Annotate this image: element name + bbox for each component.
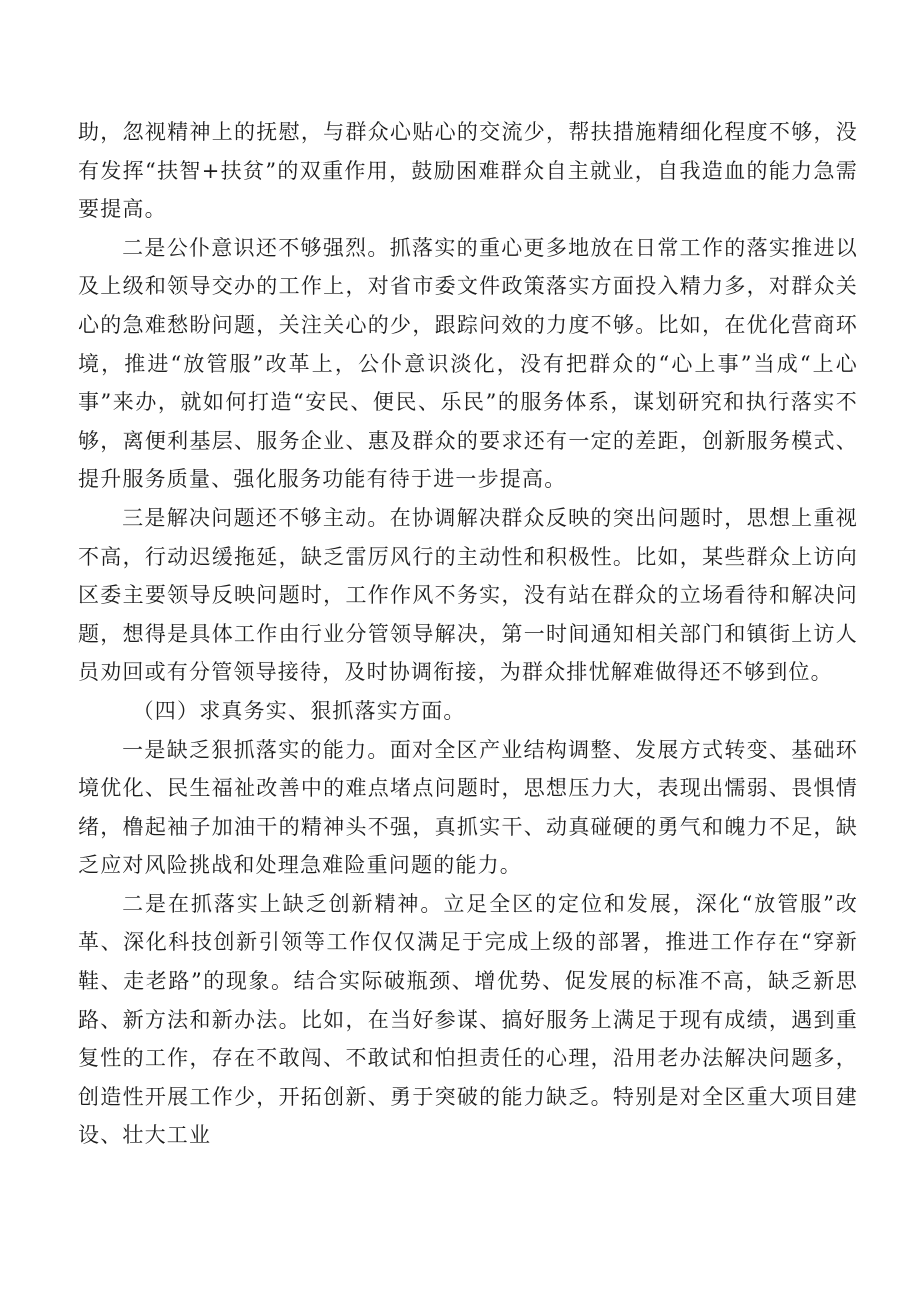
document-page [78,113,858,1155]
paragraph-continuation: 助，忽视精神上的抚慰，与群众心贴心的交流少，帮扶措施精细化程度不够，没有发挥“扶智+扶贫”的双重作用，鼓励困难群众自主就业，自我造血的能力急需要提高。 [78,120,858,222]
paragraph-implementation-ability: 一是缺乏狠抓落实的能力。面对全区产业结构调整、发展方式转变、基础环境优化、民生福祉改善中的难点堵点问题时，思想压力大，表现出懦弱、畏惧情绪，橹起袖子加油干的精神头不强，真抓实干、动真碰硬的勇气和魄力不足，缺乏应对风险挑战和处理急难险重问题的能力。 [78,737,858,878]
section-heading-four: （四）求真务实、狠抓落实方面。 [132,698,466,723]
paragraph-innovation-spirit: 二是在抓落实上缺乏创新精神。立足全区的定位和发展，深化“放管服”改革、深化科技创新引领等工作仅仅满足于完成上级的部署，推进工作存在“穿新鞋、走老路”的现象。结合实际破瓶颈、增优势、促发展的标准不高，缺乏新思路、新方法和新办法。比如，在当好参谋、搞好服务上满足于现有成绩，遇到重复性的工作，存在不敢闯、不敢试和怕担责任的心理，沿用老办法解决问题多，创造性开展工作少，开拓创新、勇于突破的能力缺乏。特别是对全区重大项目建设、壮大工业 [78,891,858,1148]
paragraph-public-servant-awareness: 二是公仆意识还不够强烈。抓落实的重心更多地放在日常工作的落实推进以及上级和领导交办的工作上，对省市委文件政策落实方面投入精力多，对群众关心的急难愁盼问题，关注关心的少，跟踪问效的力度不够。比如，在优化营商环境，推进“放管服”改革上，公仆意识淡化，没有把群众的“心上事”当成“上心事”来办，就如何打造“安民、便民、乐民”的服务体系，谋划研究和执行落实不够，离便利基层、服务企业、惠及群众的要求还有一定的差距，创新服务模式、提升服务质量、强化服务功能有待于进一步提高。 [78,235,858,492]
paragraph-problem-solving: 三是解决问题还不够主动。在协调解决群众反映的突出问题时，思想上重视不高，行动迟缓拖延，缺乏雷厉风行的主动性和积极性。比如，某些群众上访向区委主要领导反映问题时，工作作风不务实，没有站在群众的立场看待和解决问题，想得是具体工作由行业分管领导解决，第一时间通知相关部门和镇街上访人员劝回或有分管领导接待，及时协调衔接，为群众排忧解难做得还不够到位。 [78,505,858,685]
